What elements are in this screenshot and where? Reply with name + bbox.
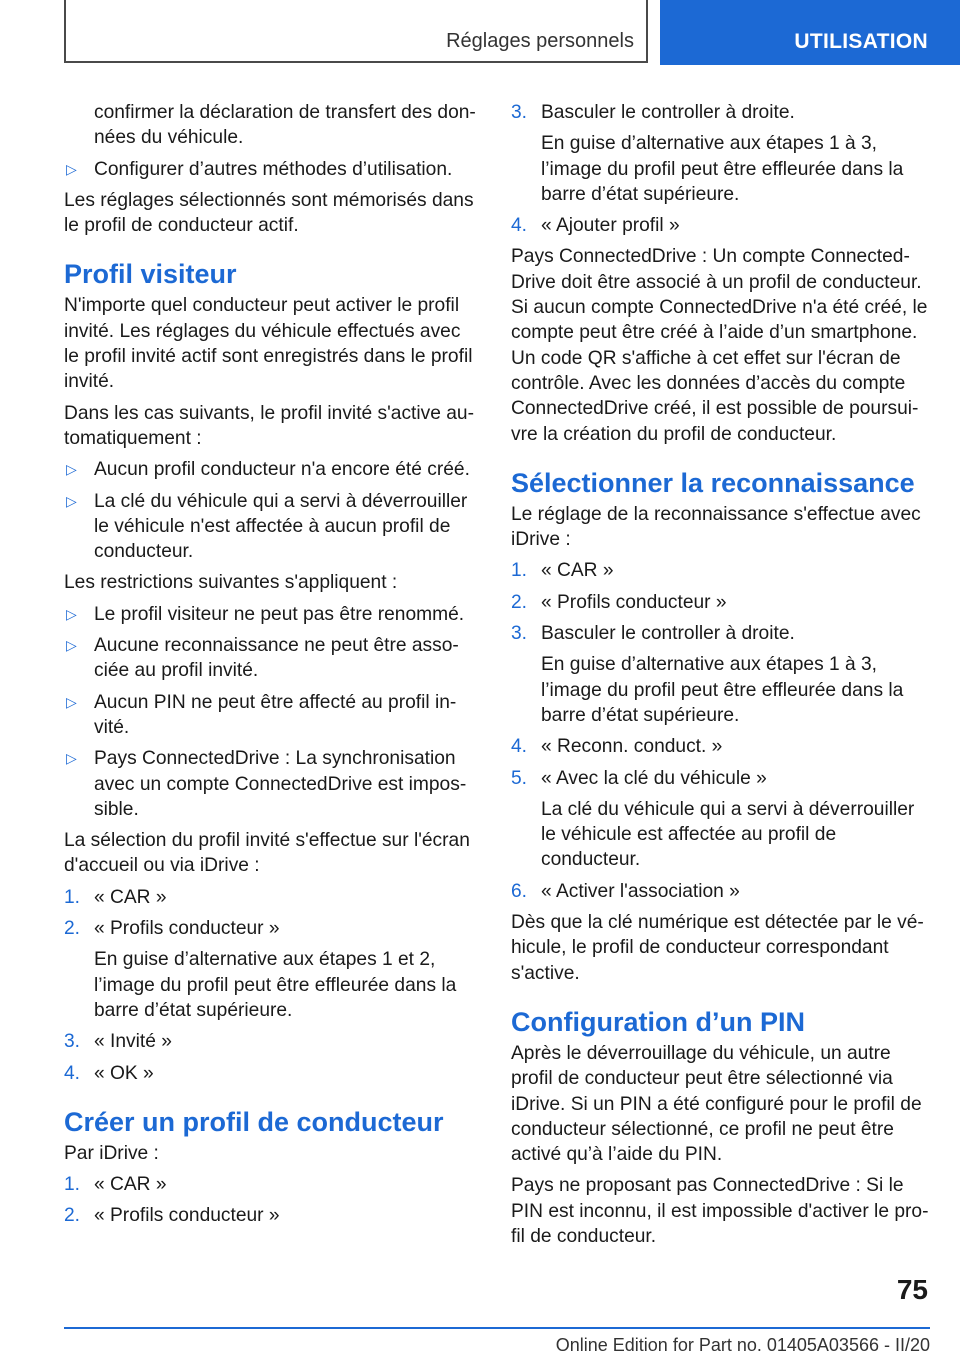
paragraph: Après le déverrouillage du véhicule, un autre profil de conducteur peut être sélectionné via iDrive. Si un PIN a été configuré pour le profil de conducteur sélectionné, ce profil ne peut être activé qu’à l’aide du PIN.: [511, 1042, 922, 1166]
step-number: 3.: [64, 1031, 81, 1053]
item-text: Aucune reconnaissance ne peut être associée au profil invité.: [94, 635, 459, 682]
item-text: « CAR »: [94, 886, 167, 908]
item-text: « Avec la clé du véhicule »: [541, 767, 767, 789]
paragraph: Pays ConnectedDrive : Un compte ConnectedDrive doit être associé à un profil de conducteur. Si aucun compte ConnectedDrive n'a été créé, le compte peut être créé à l’aide d’un smartphone. Un code QR s'affiche à cet effet sur l'écran de contrôle. Avec les données d’accès du compte ConnectedDrive créé, il est possible de poursuivre la création du profil de conducteur.: [511, 246, 928, 445]
bullet-item: [64, 489, 480, 565]
item-text: « Profils conducteur »: [94, 918, 280, 940]
paragraph: Dans les cas suivants, le profil invité s'active automatiquement :: [64, 402, 474, 449]
numbered-step: [64, 1203, 480, 1228]
bullet-item: [64, 746, 480, 822]
numbered-step: [511, 590, 929, 615]
item-text: « Activer l'association »: [541, 880, 740, 902]
paragraph: Par iDrive :: [64, 1142, 159, 1164]
bullet-triangle-icon: ▷: [66, 492, 77, 509]
section-heading: Créer un profil de conducteur: [64, 1106, 444, 1137]
step-number: 3.: [511, 102, 528, 123]
item-text: « CAR »: [94, 1174, 167, 1196]
continued-text: confirmer la déclaration de transfert des données du véhicule.: [94, 102, 476, 149]
bullet-triangle-icon: ▷: [66, 461, 77, 478]
step-number: 1.: [511, 560, 528, 582]
header-section-tab: [660, 0, 960, 65]
item-text: Aucun PIN ne peut être affecté au profil invité.: [94, 691, 457, 738]
step-note: En guise d’alternative aux étapes 1 à 3, l’image du profil peut être effleurée dans la barre d’état supérieure.: [541, 654, 904, 726]
item-text: La clé du véhicule qui a servi à déverrouiller le véhicule n'est affectée à aucun profil de conducteur.: [94, 490, 468, 563]
numbered-step: [64, 1061, 480, 1086]
step-number: 4.: [511, 736, 528, 758]
numbered-step: [64, 885, 480, 910]
header-section-label: UTILISATION: [794, 30, 928, 53]
bullet-item: [64, 690, 480, 741]
step-number: 2.: [64, 918, 81, 940]
bullet-triangle-icon: ▷: [66, 637, 77, 654]
section-heading: Sélectionner la reconnaissance: [511, 467, 915, 498]
item-text: « Profils conducteur »: [541, 591, 727, 613]
section-heading: Profil visiteur: [64, 259, 237, 290]
footer-divider: [64, 1327, 930, 1329]
step-number: 4.: [64, 1062, 81, 1084]
section-heading: Configuration d’un PIN: [511, 1006, 805, 1037]
numbered-step: [511, 621, 929, 646]
paragraph: La sélection du profil invité s'effectue sur l'écran d'accueil ou via iDrive :: [64, 830, 470, 877]
paragraph: Le réglage de la reconnaissance s'effectue avec iDrive :: [511, 503, 921, 551]
numbered-step: [64, 1172, 480, 1197]
numbered-step: [511, 100, 929, 125]
bullet-triangle-icon: ▷: [66, 605, 77, 622]
page-number: 75: [896, 1274, 928, 1305]
step-number: 6.: [511, 880, 528, 902]
bullet-triangle-icon: ▷: [66, 160, 77, 177]
item-text: « Reconn. conduct. »: [541, 736, 723, 758]
item-text: « Ajouter profil »: [541, 215, 680, 237]
left-column: [64, 100, 480, 1235]
bullet-triangle-icon: ▷: [66, 693, 77, 710]
item-text: Basculer le controller à droite.: [541, 102, 795, 123]
bullet-item: [64, 457, 480, 482]
paragraph: N'importe quel conducteur peut activer le profil invité. Les réglages du véhicule effectués avec le profil invité actif sont enregistrés dans le profil invité.: [64, 295, 473, 393]
bullet-item: [64, 157, 480, 182]
numbered-step: [64, 916, 480, 941]
item-text: Pays ConnectedDrive : La synchronisation avec un compte ConnectedDrive est impossible.: [94, 748, 467, 820]
paragraph: Les restrictions suivantes s'appliquent :: [64, 572, 398, 594]
item-text: « CAR »: [541, 560, 614, 582]
header-title: Réglages personnels: [446, 30, 634, 52]
item-text: « Profils conducteur »: [94, 1205, 280, 1227]
step-number: 2.: [64, 1205, 81, 1227]
item-text: « Invité »: [94, 1031, 172, 1053]
numbered-step: [511, 213, 929, 238]
step-number: 1.: [64, 1174, 81, 1196]
step-note: En guise d’alternative aux étapes 1 à 3, l’image du profil peut être effleurée dans la barre d’état supérieure.: [541, 133, 904, 205]
right-column: [511, 100, 929, 1255]
item-text: Aucun profil conducteur n'a encore été créé.: [94, 459, 470, 481]
item-text: « OK »: [94, 1062, 154, 1084]
item-text: Le profil visiteur ne peut pas être renommé.: [94, 603, 465, 625]
paragraph: Dès que la clé numérique est détectée par le véhicule, le profil de conducteur correspondant s'active.: [511, 912, 924, 984]
step-number: 3.: [511, 623, 528, 645]
numbered-step: [511, 734, 929, 759]
numbered-step: [511, 558, 929, 583]
bullet-item: [64, 602, 480, 627]
step-number: 4.: [511, 215, 528, 237]
bullet-triangle-icon: ▷: [66, 750, 77, 767]
step-number: 5.: [511, 767, 528, 789]
step-number: 2.: [511, 591, 528, 613]
numbered-step: [511, 766, 929, 791]
header-frame: [64, 0, 648, 63]
step-note: La clé du véhicule qui a servi à déverrouiller le véhicule est affectée au profil de conducteur.: [541, 798, 915, 871]
paragraph: Les réglages sélectionnés sont mémorisés dans le profil de conducteur actif.: [64, 189, 474, 237]
numbered-step: [64, 1029, 480, 1054]
step-number: 1.: [64, 886, 81, 908]
step-note: En guise d’alternative aux étapes 1 et 2, l’image du profil peut être effleurée dans la barre d’état supérieure.: [94, 949, 457, 1021]
paragraph: Pays ne proposant pas ConnectedDrive : Si le PIN est inconnu, il est impossible d'activer le profil de conducteur.: [511, 1175, 929, 1247]
footer-edition: Online Edition for Part no. 01405A03566 - II/20: [555, 1335, 930, 1355]
bullet-item: [64, 633, 480, 684]
numbered-step: [511, 879, 929, 904]
item-text: Basculer le controller à droite.: [541, 623, 795, 645]
item-text: Configurer d’autres méthodes d’utilisation.: [94, 158, 453, 180]
